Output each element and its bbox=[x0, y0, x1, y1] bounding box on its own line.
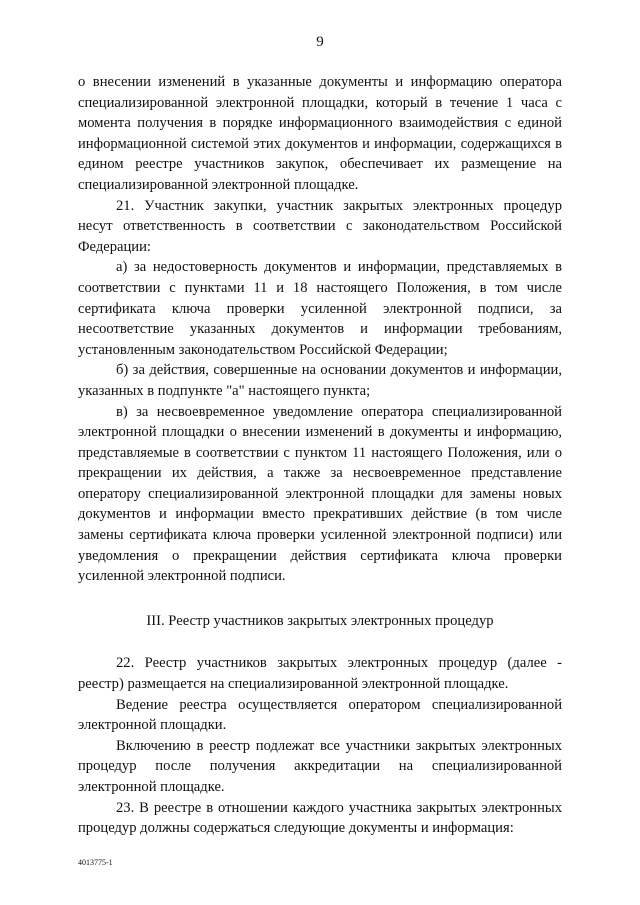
paragraph-continuation: о внесении изменений в указанные документы и информацию оператора специализированной электронной площадки, который в течение 1 часа с момента получения в порядке информационного взаимодействия с единой информационной системой этих документов и информации, содержащихся в едином реестре участников закупок, обеспечивает их размещение на специализированной электронной площадке. bbox=[78, 74, 562, 193]
document-body bbox=[78, 72, 562, 839]
paragraph-21-a: а) за недостоверность документов и информации, представляемых в соответствии с пунктами 11 и 18 настоящего Положения, в том числе сертификата ключа проверки усиленной электронной подписи, за несоответствие указанных документов и информации требованиям, установленным законодательством Российской Федерации; bbox=[78, 259, 562, 358]
paragraph-21: 21. Участник закупки, участник закрытых электронных процедур несут ответственность в соответствии с законодательством Российской Федерации: bbox=[78, 197, 562, 255]
paragraph-23: 23. В реестре в отношении каждого участника закрытых электронных процедур должны содержаться следующие документы и информация: bbox=[78, 799, 562, 837]
section-heading: III. Реестр участников закрытых электронных процедур bbox=[146, 612, 494, 629]
paragraph-22: 22. Реестр участников закрытых электронных процедур (далее - реестр) размещается на специализированной электронной площадке. bbox=[78, 655, 562, 693]
paragraph-22-maintenance: Ведение реестра осуществляется оператором специализированной электронной площадки. bbox=[78, 696, 562, 734]
paragraph-21-b: б) за действия, совершенные на основании документов и информации, указанных в подпункте "а" настоящего пункта; bbox=[78, 362, 562, 399]
page-number: 9 bbox=[316, 34, 324, 50]
paragraph-22-inclusion: Включению в реестр подлежат все участники закрытых электронных процедур после получения аккредитации на специализированной электронной площадке. bbox=[78, 737, 562, 795]
document-id: 4013775-1 bbox=[78, 858, 113, 867]
paragraph-21-v: в) за несвоевременное уведомление оператора специализированной электронной площадки о внесении изменений в документы и информацию, представляемые в соответствии с пунктом 11 настоящего Положения, или о прекращении их действия, а также за несвоевременное представление оператору специализированной электронной площадки для замены новых документов и информации вместо прекративших действие (в том числе замены сертификата ключа проверки усиленной электронной подписи) или уведомления о прекращении действия сертификата ключа проверки усиленной электронной подписи. bbox=[78, 403, 562, 585]
